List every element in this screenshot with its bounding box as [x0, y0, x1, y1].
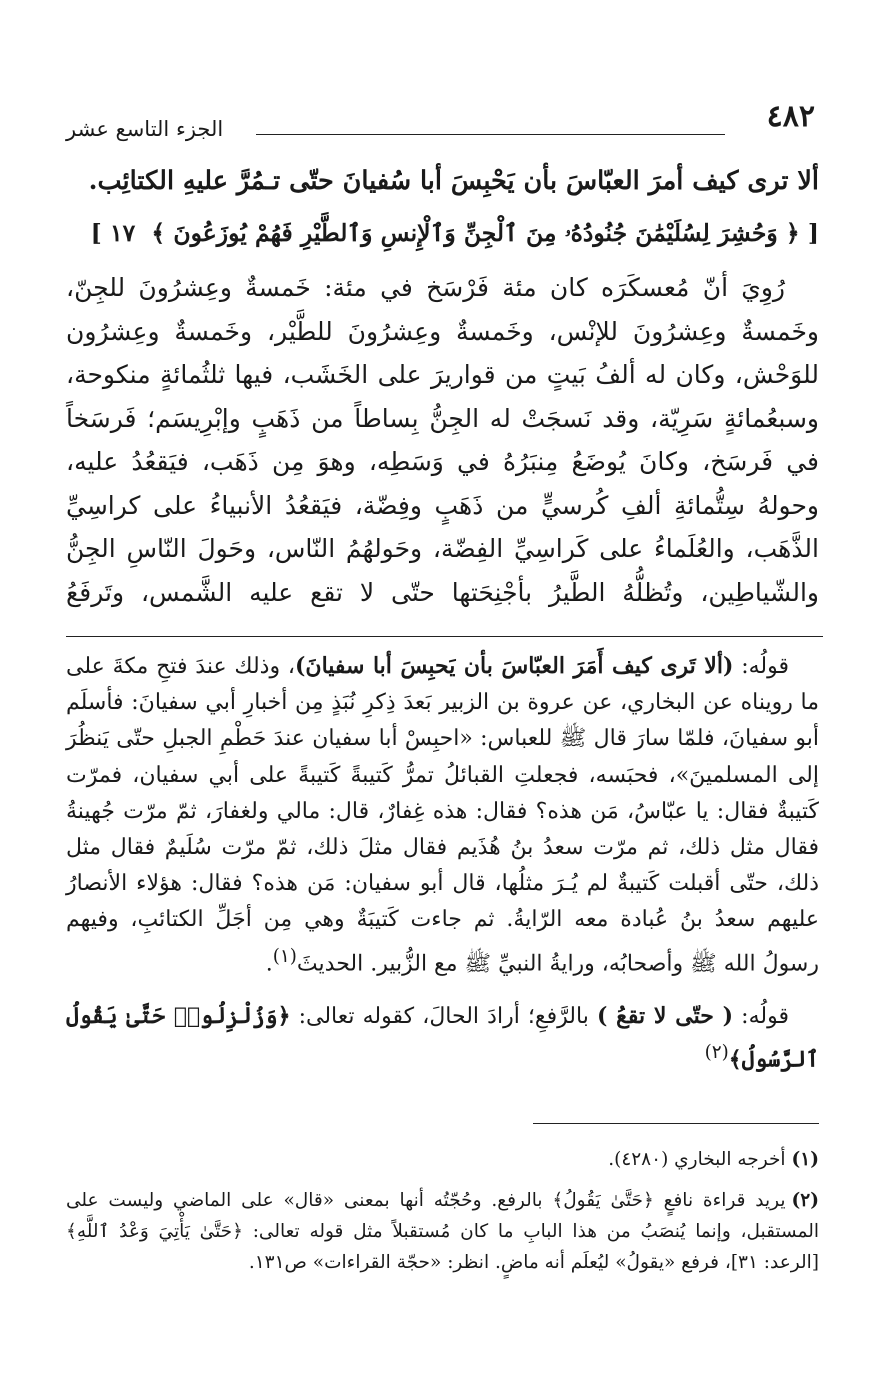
commentary-paragraph-2: [66, 998, 819, 1078]
footnote-ref-1[interactable]: (١): [272, 945, 297, 967]
page-number: ٤٨٢: [766, 99, 815, 134]
commentary-verse: ﴿وَزُلْزِلُوا۟ حَتَّىٰ يَقُولُ ٱلرَّسُولُ﴾: [66, 1003, 819, 1073]
footnote-text: يريد قراءة نافعٍ ﴿حَتَّىٰ يَقُولُ﴾ بالرفع. وحُجّتُه أنها بمعنى «قال» على الماضي وليست على المستقبل، وإنما يُنصَبُ من هذا البابِ ما كان مُستقبلاً مثل قوله تعالى: ﴿حَتَّىٰ يَأْتِيَ وَعْدُ ٱللَّهِ﴾ [الرعد: ٣١]، فرفع «يقولُ» ليُعلَم أنه ماضٍ. انظر: «حجّة القراءات» ص١٣١.: [66, 1190, 819, 1273]
quran-verse: [66, 214, 819, 252]
lemma-line: ألا ترى كيف أمرَ العبّاسَ بأن يَحْبِسَ أبا سُفيانَ حتّى تـمُرَّ عليهِ الكتائِب.: [88, 166, 819, 196]
commentary-end: .: [265, 950, 273, 976]
commentary-text: ، وذلك عندَ فتحِ مكةَ على ما رويناه عن البخاري، عن عروة بن الزبير بَعدَ ذِكرِ نُبَذٍ مِن أخبارِ أبي سفيانَ: فأسلَم أبو سفيانَ، فلمّا سارَ قال ﷺ للعباس: «احبِسْ أبا سفيان عندَ حَطْمِ الجبلِ حتّى يَنظُرَ إلى المسلمينَ»، فحبَسه، فجعلتِ القبائلُ تمرُّ كَتيبةً كَتيبةً على أبي سفيان، فمرّت كَتيبةٌ فقال: يا عبّاسُ، مَن هذه؟ فقال: هذه غِفارٌ، قال: مالي ولغفارَ، ثمّ مرّت جُهينةُ فقال مثل ذلك، ثم مرّت سعدُ بنُ هُذَيم فقال مثلَ ذلك، ثمّ مرّت سُلَيمٌ فقال مثل ذلك، حتّى أقبلت كَتيبةٌ لم يُـرَ مثلُها، قال أبو سفيان: مَن هذه؟ فقال: هؤلاء الأنصارُ عليهم سعدُ بنُ عُبادة معه الرّايةُ. ثم جاءت كَتيبَةٌ وهي مِن أجَلِّ الكتائبِ، وفيهم رسولُ الله ﷺ وأصحابُه، ورايةُ النبيِّ ﷺ مع الزُّبير. الحديثَ: [66, 654, 819, 976]
main-paragraph-text: رُوِيَ أنّ مُعسكَرَه كان مئة فَرْسَخ في مئة: خَمسةٌ وعِشرُونَ للجِنّ، وخَمسةٌ وعِشرُونَ للإنْس، وخَمسةٌ وعِشرُونَ للطَّيْر، وخَمسةٌ وعِشرُون للوَحْش، وكان له ألفُ بَيتٍ من قواريرَ على الخَشَب، فيها ثلثُمائةٍ منكوحة، وسبعُمائةٍ سَرِيّة، وقد نَسجَتْ له الجِنُّ بِساطاً من ذَهَبٍ وإبْرِيسَم؛ فَرسَخاً في فَرسَخ، وكانَ يُوضَعُ مِنبَرُهُ في وَسَطِه، وهوَ مِن ذَهَب، فيَقعُدُ عليه، وحولهُ سِتُّمائةِ ألفِ كُرسيٍّ من ذَهَبٍ وفِضّة، فيَقعُدُ الأنبياءُ على كراسِيِّ الذَّهَب، والعُلَماءُ على كَراسِيِّ الفِضّة، وحَولهُمُ النّاس، وحَولَ النّاسِ الجِنُّ والشّياطِين، وتُظلُّهُ الطَّيرُ بأجْنِحَتها حتّى لا تقع عليه الشَّمس، وتَرفَعُ: [66, 273, 819, 607]
main-text: [66, 160, 819, 614]
header-rule: [256, 134, 725, 135]
verse-text: [ ﴿ وَحُشِرَ لِسُلَيْمَٰنَ جُنُودُهُۥ مِنَ ٱلْجِنِّ وَٱلْإِنسِ وَٱلطَّيْرِ فَهُمْ يُوزَعُونَ ﴾: [151, 219, 819, 247]
footnote-rule: [533, 1123, 819, 1124]
main-paragraph: [66, 266, 819, 614]
commentary-paragraph-1: [66, 648, 819, 982]
running-title: الجزء التاسع عشر: [66, 117, 224, 141]
footnote-1: [66, 1144, 819, 1175]
footnote-marker: (١): [791, 1149, 819, 1170]
footnote-marker: (٢): [791, 1190, 819, 1211]
commentary: [66, 648, 819, 1078]
footnote-ref-2[interactable]: (٢): [704, 1042, 729, 1064]
footnote-2: [66, 1185, 819, 1278]
verse-number: ١٧ ]: [90, 219, 136, 247]
commentary-text-2: بالرَّفعِ؛ أرادَ الحالَ، كقوله تعالى:: [290, 1004, 597, 1030]
commentary-quote: (ألا تَرى كيف أَمَرَ العبّاسَ بأن يَحبِسَ أبا سفيانَ): [295, 653, 734, 679]
commentary-quote-2: ( حتّى لا تقعُ ): [596, 1003, 734, 1030]
section-divider: [66, 636, 823, 637]
page-header: [66, 96, 815, 146]
footnote-text: أخرجه البخاري (٤٢٨٠).: [608, 1149, 786, 1170]
commentary-lead: قولُه:: [733, 654, 789, 679]
commentary-lead-2: قولُه:: [733, 1004, 789, 1030]
footnotes: [66, 1144, 819, 1288]
